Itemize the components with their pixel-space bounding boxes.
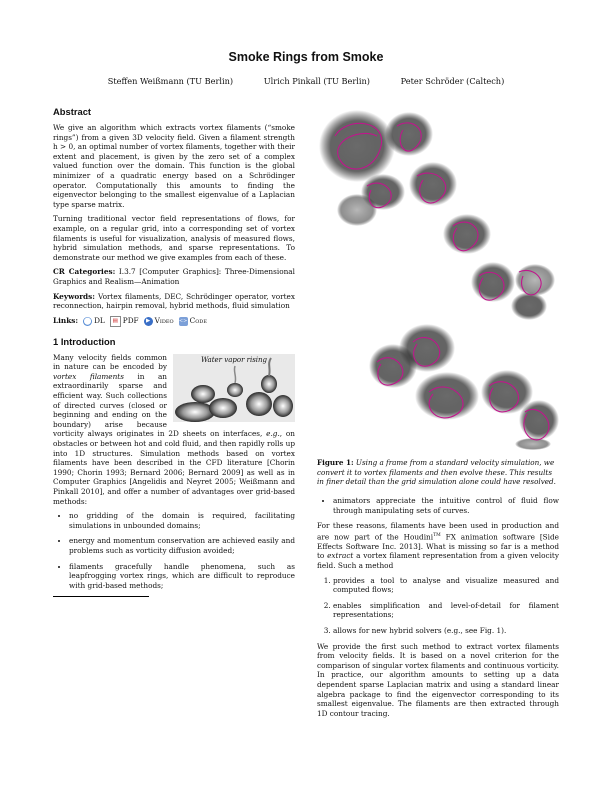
right-text-a: For these reasons, filaments have been used in production and are now part of the Houdini [317,521,559,542]
link-code[interactable] [179,316,207,326]
cr-categories-label: CR Categories: [53,267,116,277]
paper-title: Smoke Rings from Smoke [228,50,384,64]
intro-text-c: , on obstacles or between hot and cold fluid, and then rapidly rolls up into 1D structures. Simulation methods based on vortex filaments have been described in the CFD literature [Chorin 1990; Chorin 1993; Bernard 2006; Bernard 2009] as well as in Computer Graphics [Angelidis and Neyret 2005; Weißmann and Pinkall 2010], and offer a number of advantages over grid-based methods: [53,429,295,506]
link-pdf-label: PDF [122,316,139,326]
figure-1-caption [317,458,559,487]
abstract-paragraph-1: We give an algorithm which extracts vortex filaments (“smoke rings”) from a given 3D velocity field. Given a filament strength h > 0, an optimal number of vortex filaments, together with their extent and placement, is given by the zero set of a complex valued function over the domain. This function is the global minimizer of a quadratic energy based on a Schrödinger operator. Computationally this amounts to finding the eigenvector belonging to the smallest eigenvalue of a Laplacian type sparse matrix. [53,123,295,209]
dl-icon: ⬤ [83,316,92,325]
abstract-paragraph-2: Turning traditional vector field representations of flows, for example, on a regular grid, into a corresponding set of vortex filaments is useful for visualization, analysis of measured flows, hybrid simulation methods, and sparse representations. To demonstrate our method we give examples from each of these. [53,214,295,262]
figure-1-label: Figure 1: [317,458,354,467]
intro-text-a: Many velocity fields common in nature can be encoded by [53,352,167,372]
list-item: 3. allows for new hybrid solvers (e.g., see Fig. 1). [333,626,559,636]
trademark-mark: TM [433,532,441,538]
link-dl-label: DL [94,316,105,326]
advantages-list-continued [317,496,559,515]
list-item: • no gridding of the domain is required, facilitating simulations in unbounded domains; [69,511,295,530]
links-row [53,316,295,327]
author-list [0,76,612,86]
author-3: Peter Schröder (Caltech) [400,76,505,86]
links-label: Links: [53,316,79,326]
smoke-filament-image [317,106,559,450]
introduction-body [53,353,295,598]
footnote-rule [53,596,149,597]
pdf-icon: ▤ [110,316,121,327]
right-text-italic: extract [327,551,354,561]
list-item: • filaments gracefully handle phenomena, such as leapfrogging vortex rings, which are difficult to reproduce with grid-based methods; [69,562,295,591]
abstract-heading: Abstract [53,106,92,117]
link-pdf[interactable] [110,316,139,327]
right-column [317,496,559,723]
code-icon: <> [178,317,188,324]
list-item: 2. enables simplification and level-of-detail for filament representations; [333,601,559,620]
keywords-text: Vortex filaments, DEC, Schrödinger operator, vortex reconnection, hairpin removal, hybrid methods, fluid simulation [53,291,295,311]
intro-text-b: in an extraordinarily sparse and efficient way. Such collections of directed curves (closed or beginning and ending on the boundary) arise because vorticity always originates in 2D sheets on interfaces, [53,371,267,439]
link-video-label: Video [154,316,174,326]
figure-1-caption-text: Using a frame from a standard velocity simulation, we convert it to vortex filaments and then evolve these. This results in finer detail than the grid simulation alone could have resolved. [317,458,556,487]
keywords-label: Keywords: [53,291,95,301]
list-item: • energy and momentum conservation are achieved easily and problems such as vorticity diffusion avoided; [69,536,295,555]
list-item: • animators appreciate the intuitive control of fluid flow through manipulating sets of curves. [333,496,559,515]
water-vapor-figure [173,354,295,422]
right-paragraph-2: We provide the first such method to extract vortex filaments from velocity fields. It is based on a novel criterion for the comparison of singular vortex filaments and continuous vorticity. In practice, our algorithm amounts to setting up a data dependent sparse Laplacian matrix and using a standard linear algebra package to find the eigenvector corresponding to its smallest eigenvalue. The filaments are then extracted through 1D contour tracing. [317,641,559,718]
link-video[interactable] [144,316,174,326]
introduction-heading: 1 Introduction [53,335,116,347]
list-item: 1. provides a tool to analyse and visualize measured and computed flows; [333,576,559,595]
advantages-list [53,511,295,590]
water-vapor-label: Water vapor rising [200,355,268,364]
left-column [53,106,295,597]
intro-text-eg: e.g. [266,429,280,439]
figure-1 [317,106,559,450]
intro-text-italic: vortex filaments [53,371,124,381]
video-icon: ▶ [144,317,153,326]
cr-categories [53,267,295,286]
method-list [317,576,559,636]
keywords [53,292,295,311]
right-paragraph-1 [317,521,559,570]
right-text-c: a vortex filament representation from a given velocity field. Such a method [317,551,559,570]
link-dl[interactable] [83,316,105,326]
right-text-b: FX animation software [Side Effects Software Inc. 2013]. What is missing so far is a method to [317,532,560,561]
cr-categories-text: I.3.7 [Computer Graphics]: Three-Dimensional Graphics and Realism—Animation [53,267,295,286]
author-2: Ulrich Pinkall (TU Berlin) [263,76,370,86]
link-code-label: Code [189,316,207,326]
author-1: Steffen Weißmann (TU Berlin) [107,76,234,86]
